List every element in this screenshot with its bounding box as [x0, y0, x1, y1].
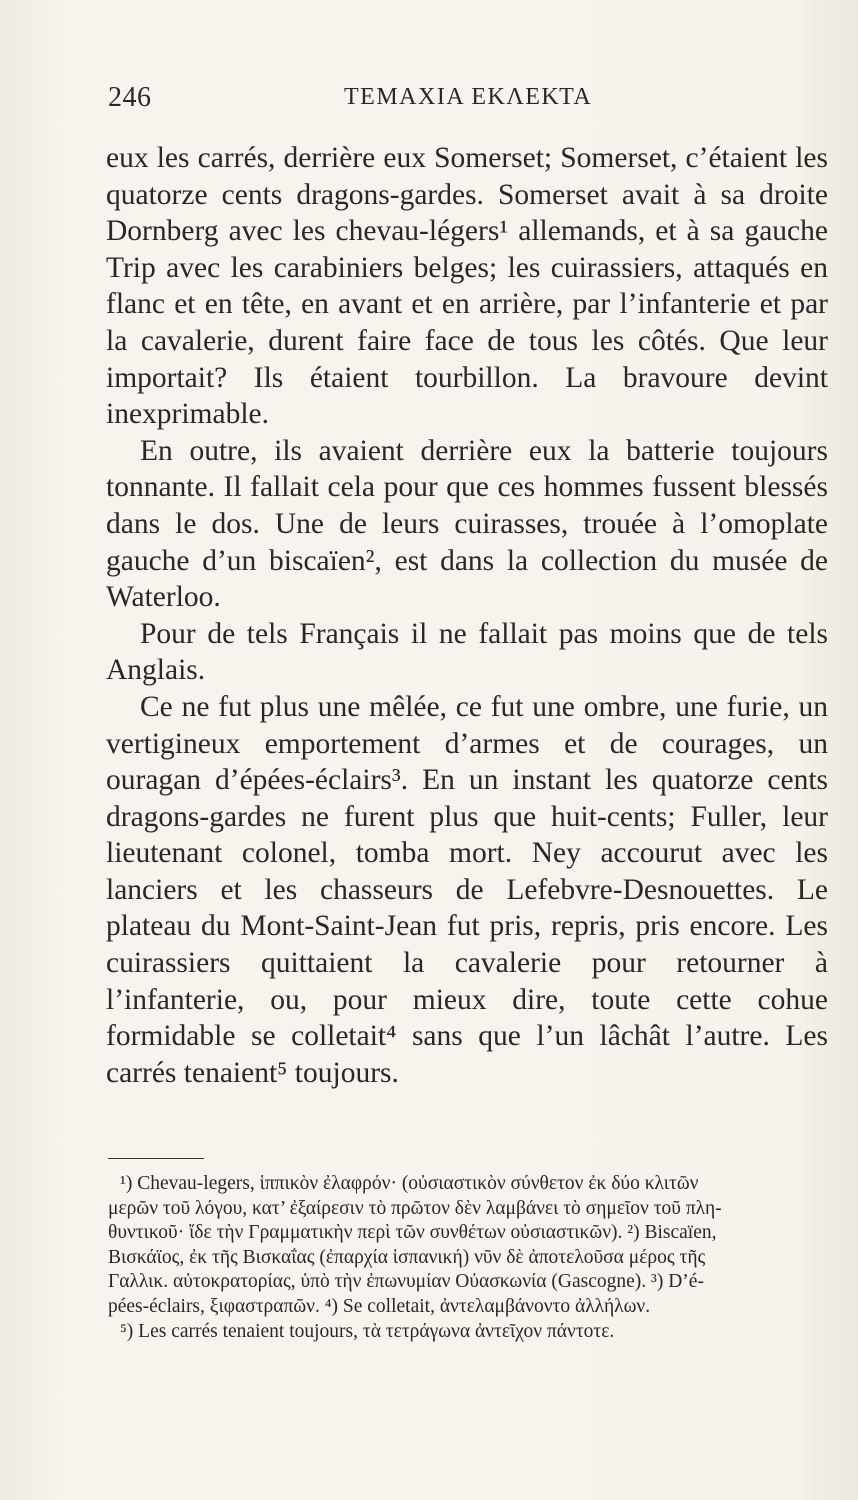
footnote-line: Βισκάϊος, ἐκ τῆς Βισκαΐας (ἐπαρχία ἱσπανική) νῦν δὲ ἀποτελοῦσα μέρος τῆς [108, 1246, 706, 1268]
footnote-line: Γαλλικ. αὐτοκρατορίας, ὑπὸ τὴν ἐπωνυμίαν Οὐασκωνία (Gascogne). ³) D’é- [108, 1271, 704, 1293]
footnote-line: μερῶν τοῦ λόγου, κατ’ ἐξαίρεσιν τὸ πρῶτον δὲν λαμβάνει τὸ σημεῖον τοῦ πλη- [108, 1197, 722, 1219]
body-text [106, 140, 828, 1091]
paragraph: Pour de tels Français il ne fallait pas moins que de tels Anglais. [106, 617, 828, 687]
footnote-line: ⁵) Les carrés tenaient toujours, τὰ τετράγωνα ἀντεῖχον πάντοτε. [120, 1320, 615, 1342]
footnote-line: pées-éclairs, ξιφαστραπῶν. ⁴) Se colletait, ἀντελαμβάνοντο ἀλλήλων. [108, 1295, 651, 1317]
footnote-divider [108, 1158, 204, 1159]
footnote-line: ¹) Chevau-legers, ἱππικὸν ἐλαφρόν· (οὐσιαστικὸν σύνθετον ἐκ δύο κλιτῶν [120, 1173, 699, 1194]
paragraph: eux les carrés, derrière eux Somerset; Somerset, c’étaient les quatorze cents dragons-gardes. Somerset avait à sa droite Dornberg avec les chevau-légers¹ allemands, et à sa gauche Trip avec les carabiniers belges; les cuirassiers, attaqués en flanc et en tête, en avant et en arrière, par l’infanterie et par la cavalerie, durent faire face de tous les côtés. Que leur importait? Ils étaient tourbillon. La bravoure devint inexprimable. [106, 142, 828, 431]
running-head: ΤΕΜΑΧΙΑ ΕΚΛΕΚΤΑ [344, 84, 593, 110]
footnotes [108, 1172, 828, 1344]
paragraph: En outre, ils avaient derrière eux la batterie toujours tonnante. Il fallait cela pour que ces hommes fussent blessés dans le dos. Une de leurs cuirasses, trouée à l’omoplate gauche d’un biscaïen², est dans la collection du musée de Waterloo. [106, 434, 828, 614]
paragraph: Ce ne fut plus une mêlée, ce fut une ombre, une furie, un vertigineux emportement d’armes et de courages, un ouragan d’épées-éclairs³. En un instant les quatorze cents dragons-gardes ne furent plus que huit-cents; Fuller, leur lieutenant colonel, tomba mort. Ney accourut avec les lanciers et les chasseurs de Lefebvre-Desnouettes. Le plateau du Mont-Saint-Jean fut pris, repris, pris encore. Les cuirassiers quittaient la cavalerie pour retourner à l’infanterie, ou, pour mieux dire, toute cette cohue formidable se colletait⁴ sans que l’un lâchât l’autre. Les carrés tenaient⁵ toujours. [106, 690, 828, 1089]
footnote-line: θυντικοῦ· ἴδε τὴν Γραμματικὴν περὶ τῶν συνθέτων οὐσιαστικῶν). ²) Biscaïen, [108, 1222, 717, 1244]
page-header [108, 82, 828, 122]
page-number: 246 [108, 82, 152, 113]
